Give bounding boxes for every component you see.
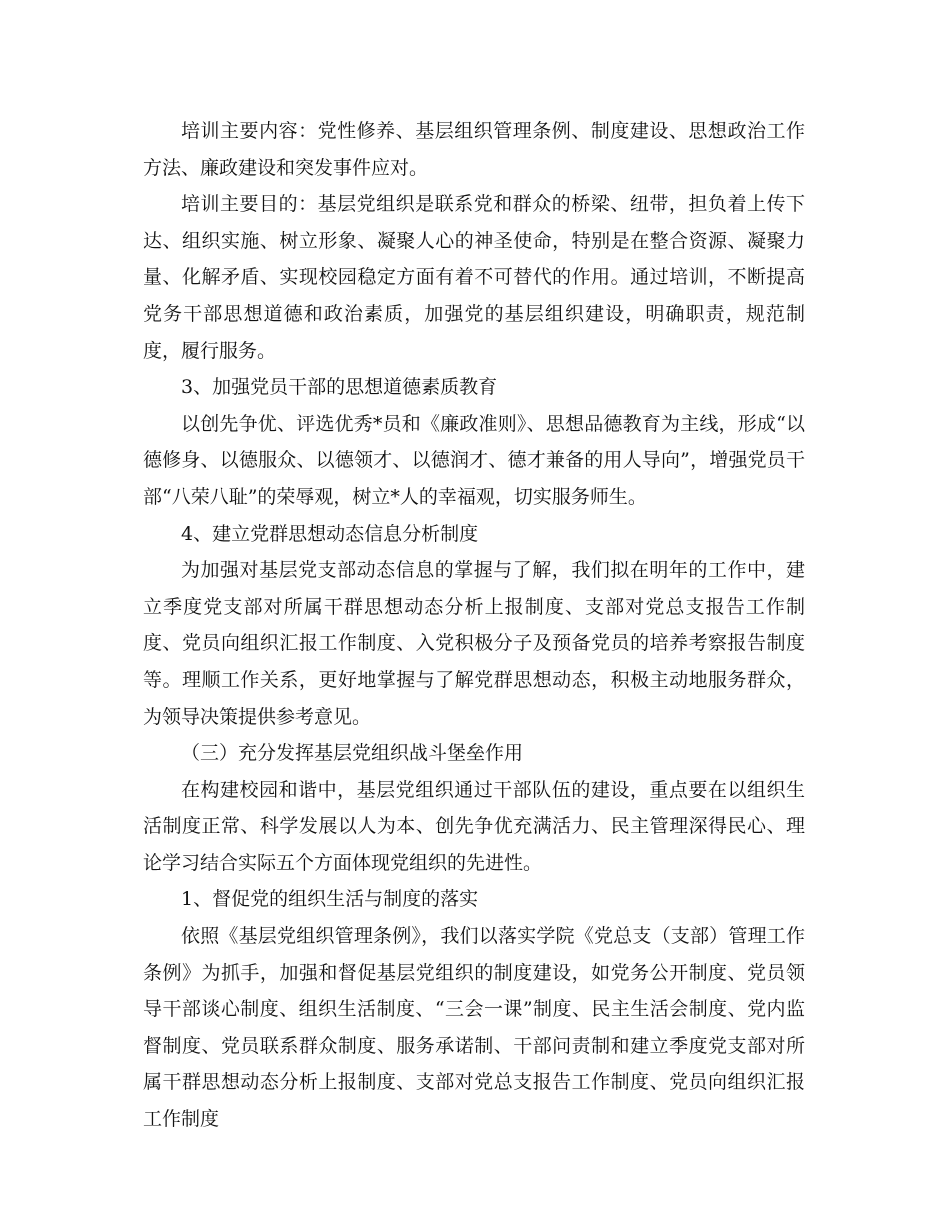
paragraph-ideological-education: 以创先争优、评选优秀*员和《廉政准则》、思想品德教育为主线，形成“以德修身、以德服众、以德领才、以德润才、德才兼备的用人导向”，增强党员干部“八荣八耻”的荣辱观，树立*人的幸福观，切实服务师生。 [143,412,805,508]
heading-organizational-life: 1、督促党的组织生活与制度的落实 [181,888,479,911]
paragraph-training-content: 培训主要内容：党性修养、基层组织管理条例、制度建设、思想政治工作方法、廉政建设和突发事件应对。 [143,120,805,179]
paragraph-dynamic-analysis: 为加强对基层党支部动态信息的掌握与了解，我们拟在明年的工作中，建立季度党支部对所属干群思想动态分析上报制度、支部对党总支报告工作制度、党员向组织汇报工作制度、入党积极分子及预备党员的培养考察报告制度等。理顺工作关系，更好地掌握与了解党群思想动态，积极主动地服务群众，为领导决策提供参考意见。 [143,559,805,728]
heading-dynamic-analysis: 4、建立党群思想动态信息分析制度 [181,522,479,545]
paragraph-section-three: 在构建校园和谐中，基层党组织通过干部队伍的建设，重点要在以组织生活制度正常、科学发展以人为本、创先争优充满活力、民主管理深得民心、理论学习结合实际五个方面体现党组织的先进性。 [143,778,805,874]
paragraph-training-purpose: 培训主要目的：基层党组织是联系党和群众的桥梁、纽带，担负着上传下达、组织实施、树立形象、凝聚人心的神圣使命，特别是在整合资源、凝聚力量、化解矛盾、实现校园稳定方面有着不可替代的作用。通过培训，不断提高党务干部思想道德和政治素质，加强党的基层组织建设，明确职责，规范制度，履行服务。 [143,193,805,362]
document-body [143,113,805,1138]
heading-section-three: （三）充分发挥基层党组织战斗堡垒作用 [181,742,524,765]
heading-ideological-education: 3、加强党员干部的思想道德素质教育 [181,376,498,399]
paragraph-organizational-life: 依照《基层党组织管理条例》，我们以落实学院《党总支（支部）管理工作条例》为抓手，加强和督促基层党组织的制度建设，如党务公开制度、党员领导干部谈心制度、组织生活制度、“三会一课”制度、民主生活会制度、党内监督制度、党员联系群众制度、服务承诺制、干部问责制和建立季度党支部对所属干群思想动态分析上报制度、支部对党总支报告工作制度、党员向组织汇报工作制度 [143,925,805,1131]
